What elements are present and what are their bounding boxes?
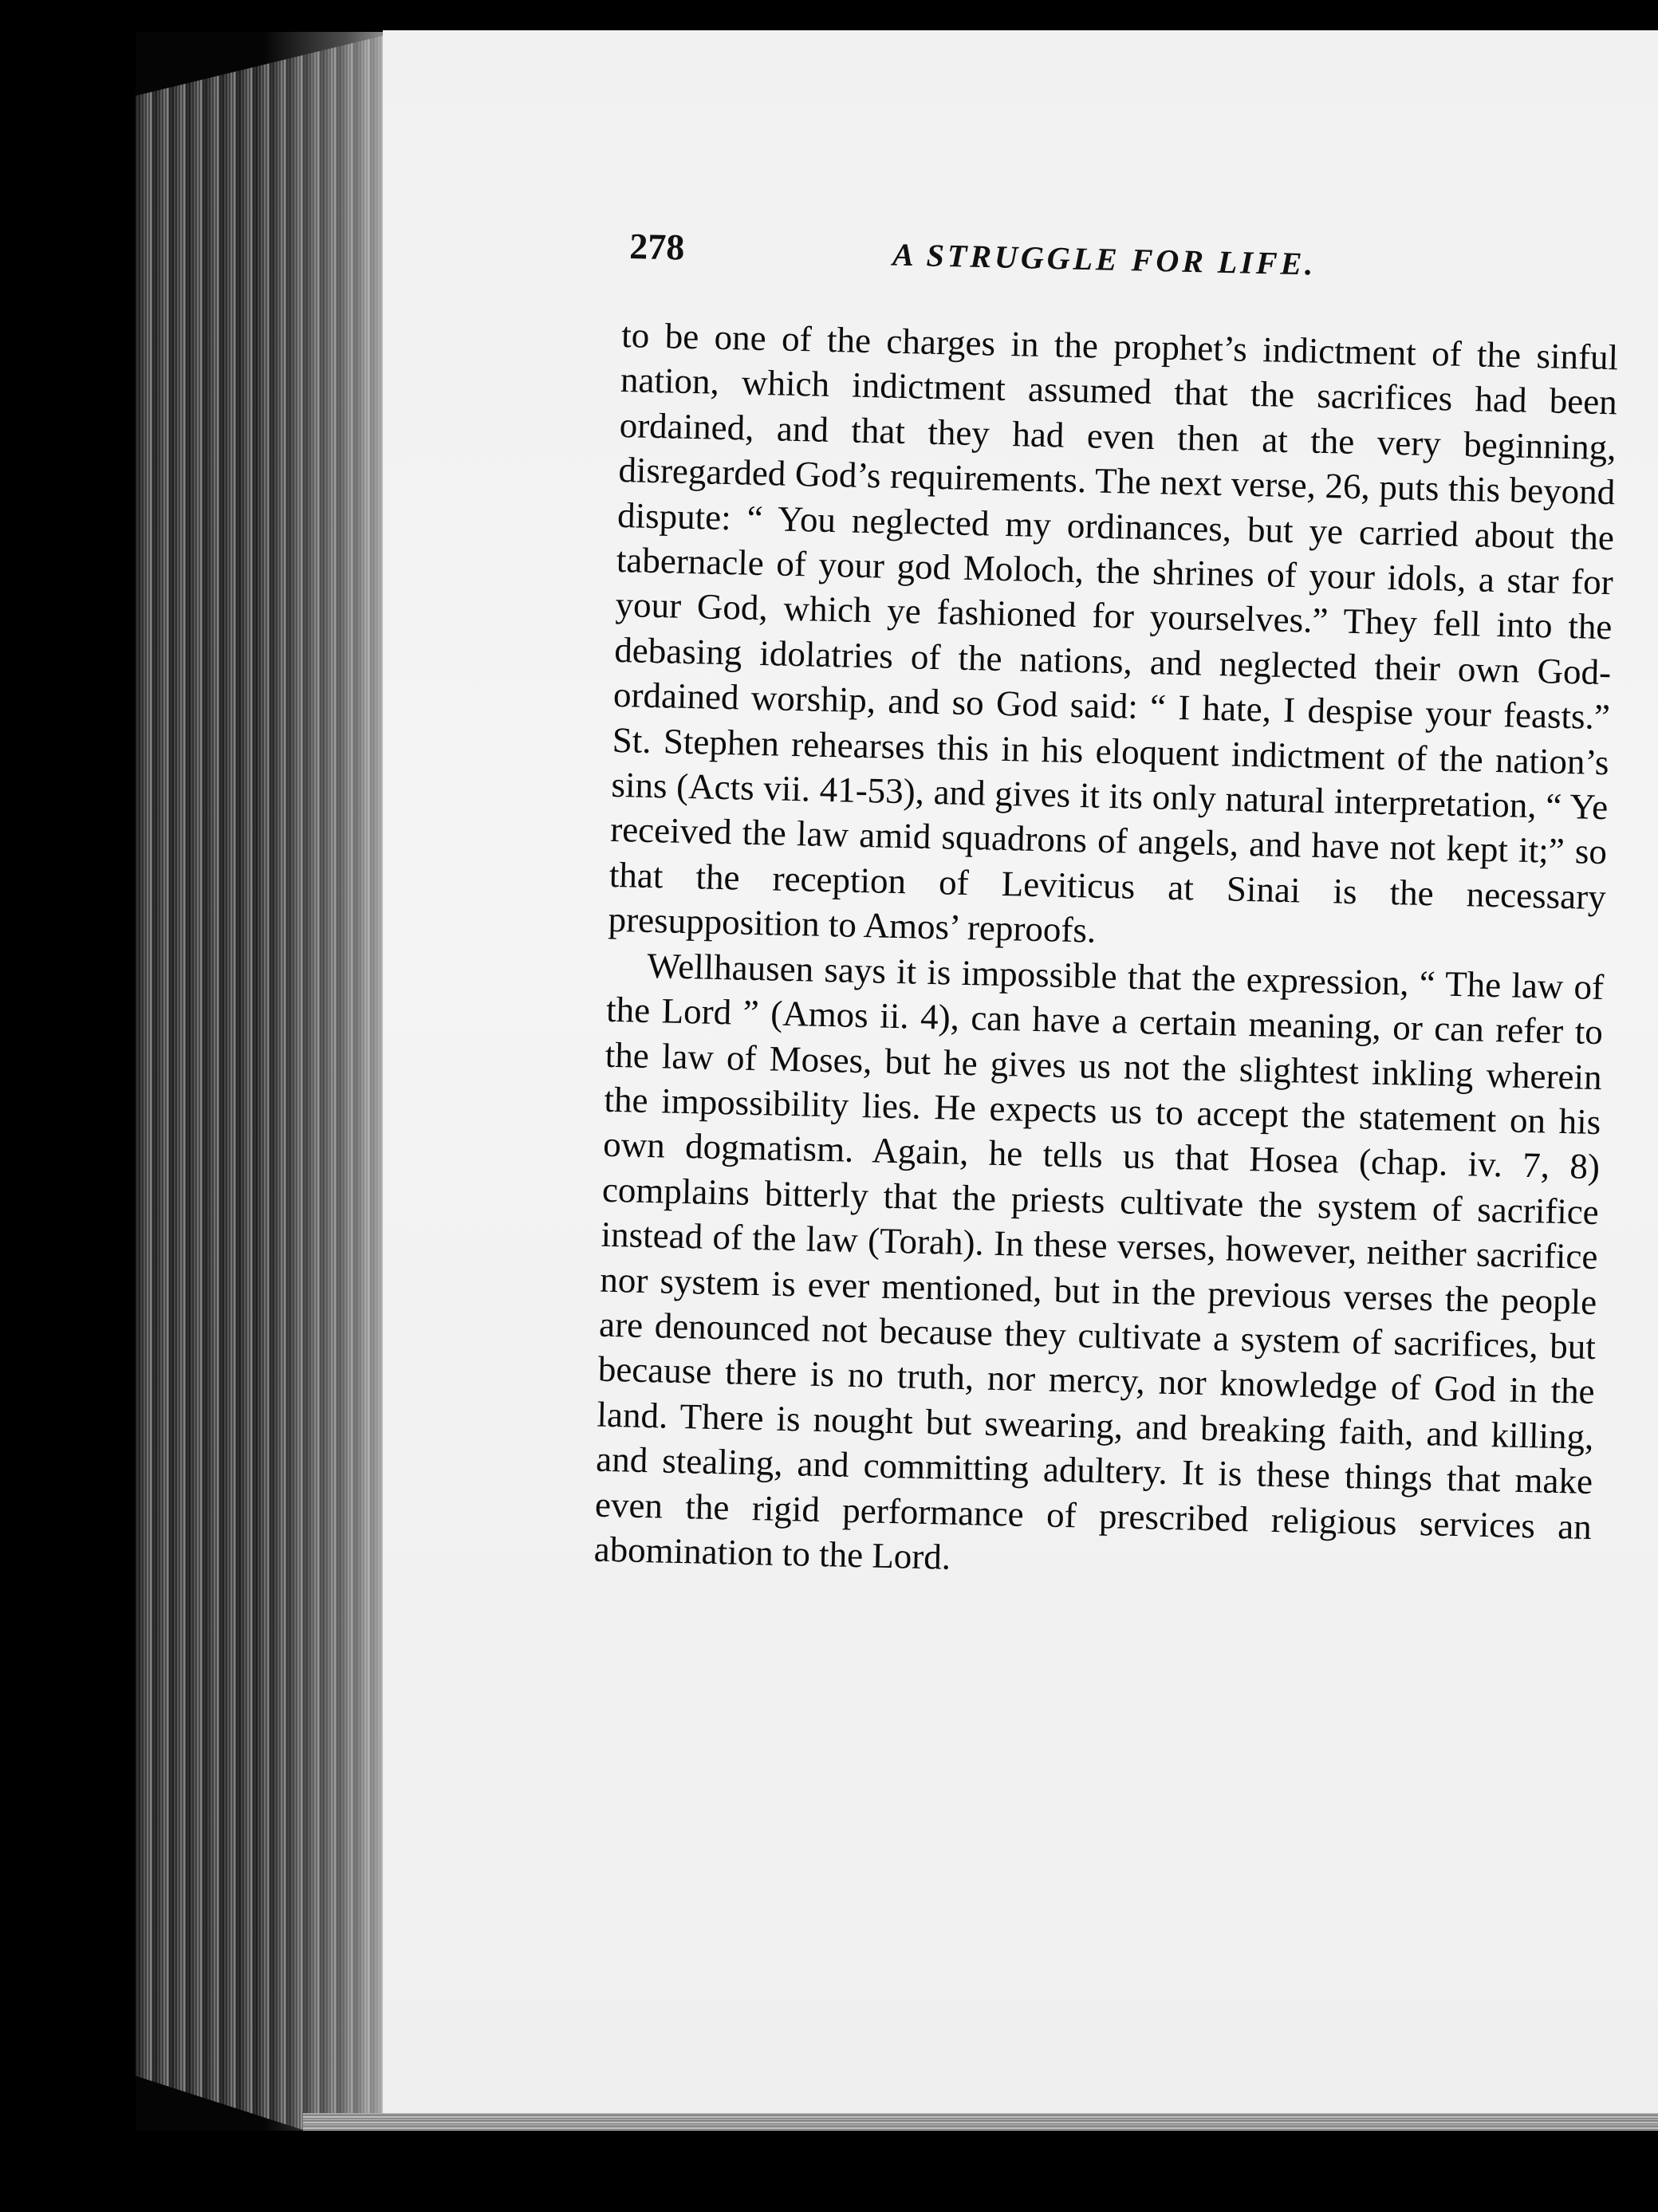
paragraph-continued: to be one of the charges in the prophet’s indictment of the sinful nation, which indictment assumed that the sacrifices had been ordained, and that they had even then at the very beginning, disregarded God’s requirements. The next verse, 26, puts this beyond dispute: “ You neglected my ordinances, but ye carried about the tabernacle of your god Moloch, the shrines of your idols, a star for your God, which ye fashioned for yourselves.” They fell into the debasing idolatries of the nations, and neglected their own God-ordained worship, and so God said: “ I hate, I despise your feasts.” St. Stephen rehearses this in his eloquent indictment of the nation’s sins (Acts vii. 41-53), and gives it its only natural interpretation, “ Ye received the law amid squadrons of angels, and have not kept it;” so that the reception of Leviticus at Sinai is the necessary presupposition to Amos’ reproofs. [608, 314, 1619, 951]
page-number: 278 [628, 225, 685, 268]
body-text [593, 313, 1619, 1594]
book-bottom-edge [303, 2113, 1658, 2131]
scan-bottom-margin [136, 2131, 1658, 2212]
scan-left-margin [0, 0, 136, 2212]
book-page-edges-shading [263, 32, 399, 2161]
scan-top-margin [136, 0, 1658, 32]
paragraph-wellhausen: Wellhausen says it is impossible that the expression, “ The law of the Lord ” (Amos ii. 4), can have a certain meaning, or can refer to the law of Moses, but he gives us not the slightest inkling wherein the impossibility lies. He expects us to accept the statement on his own dogmatism. Again, he tells us that Hosea (chap. iv. 7, 8) complains bitterly that the priests cultivate the system of sacrifice instead of the law (Torah). In these verses, however, neither sacrifice nor system is ever mentioned, but in the previous verses the people are denounced not because they cultivate a system of sacrifices, but because there is no truth, nor mercy, nor knowledge of God in the land. There is nought but swearing, and breaking faith, and killing, and stealing, and committing adultery. It is these things that make even the rigid performance of prescribed religious services an abomination to the Lord. [593, 945, 1605, 1577]
running-head: A STRUGGLE FOR LIFE. [892, 236, 1317, 282]
